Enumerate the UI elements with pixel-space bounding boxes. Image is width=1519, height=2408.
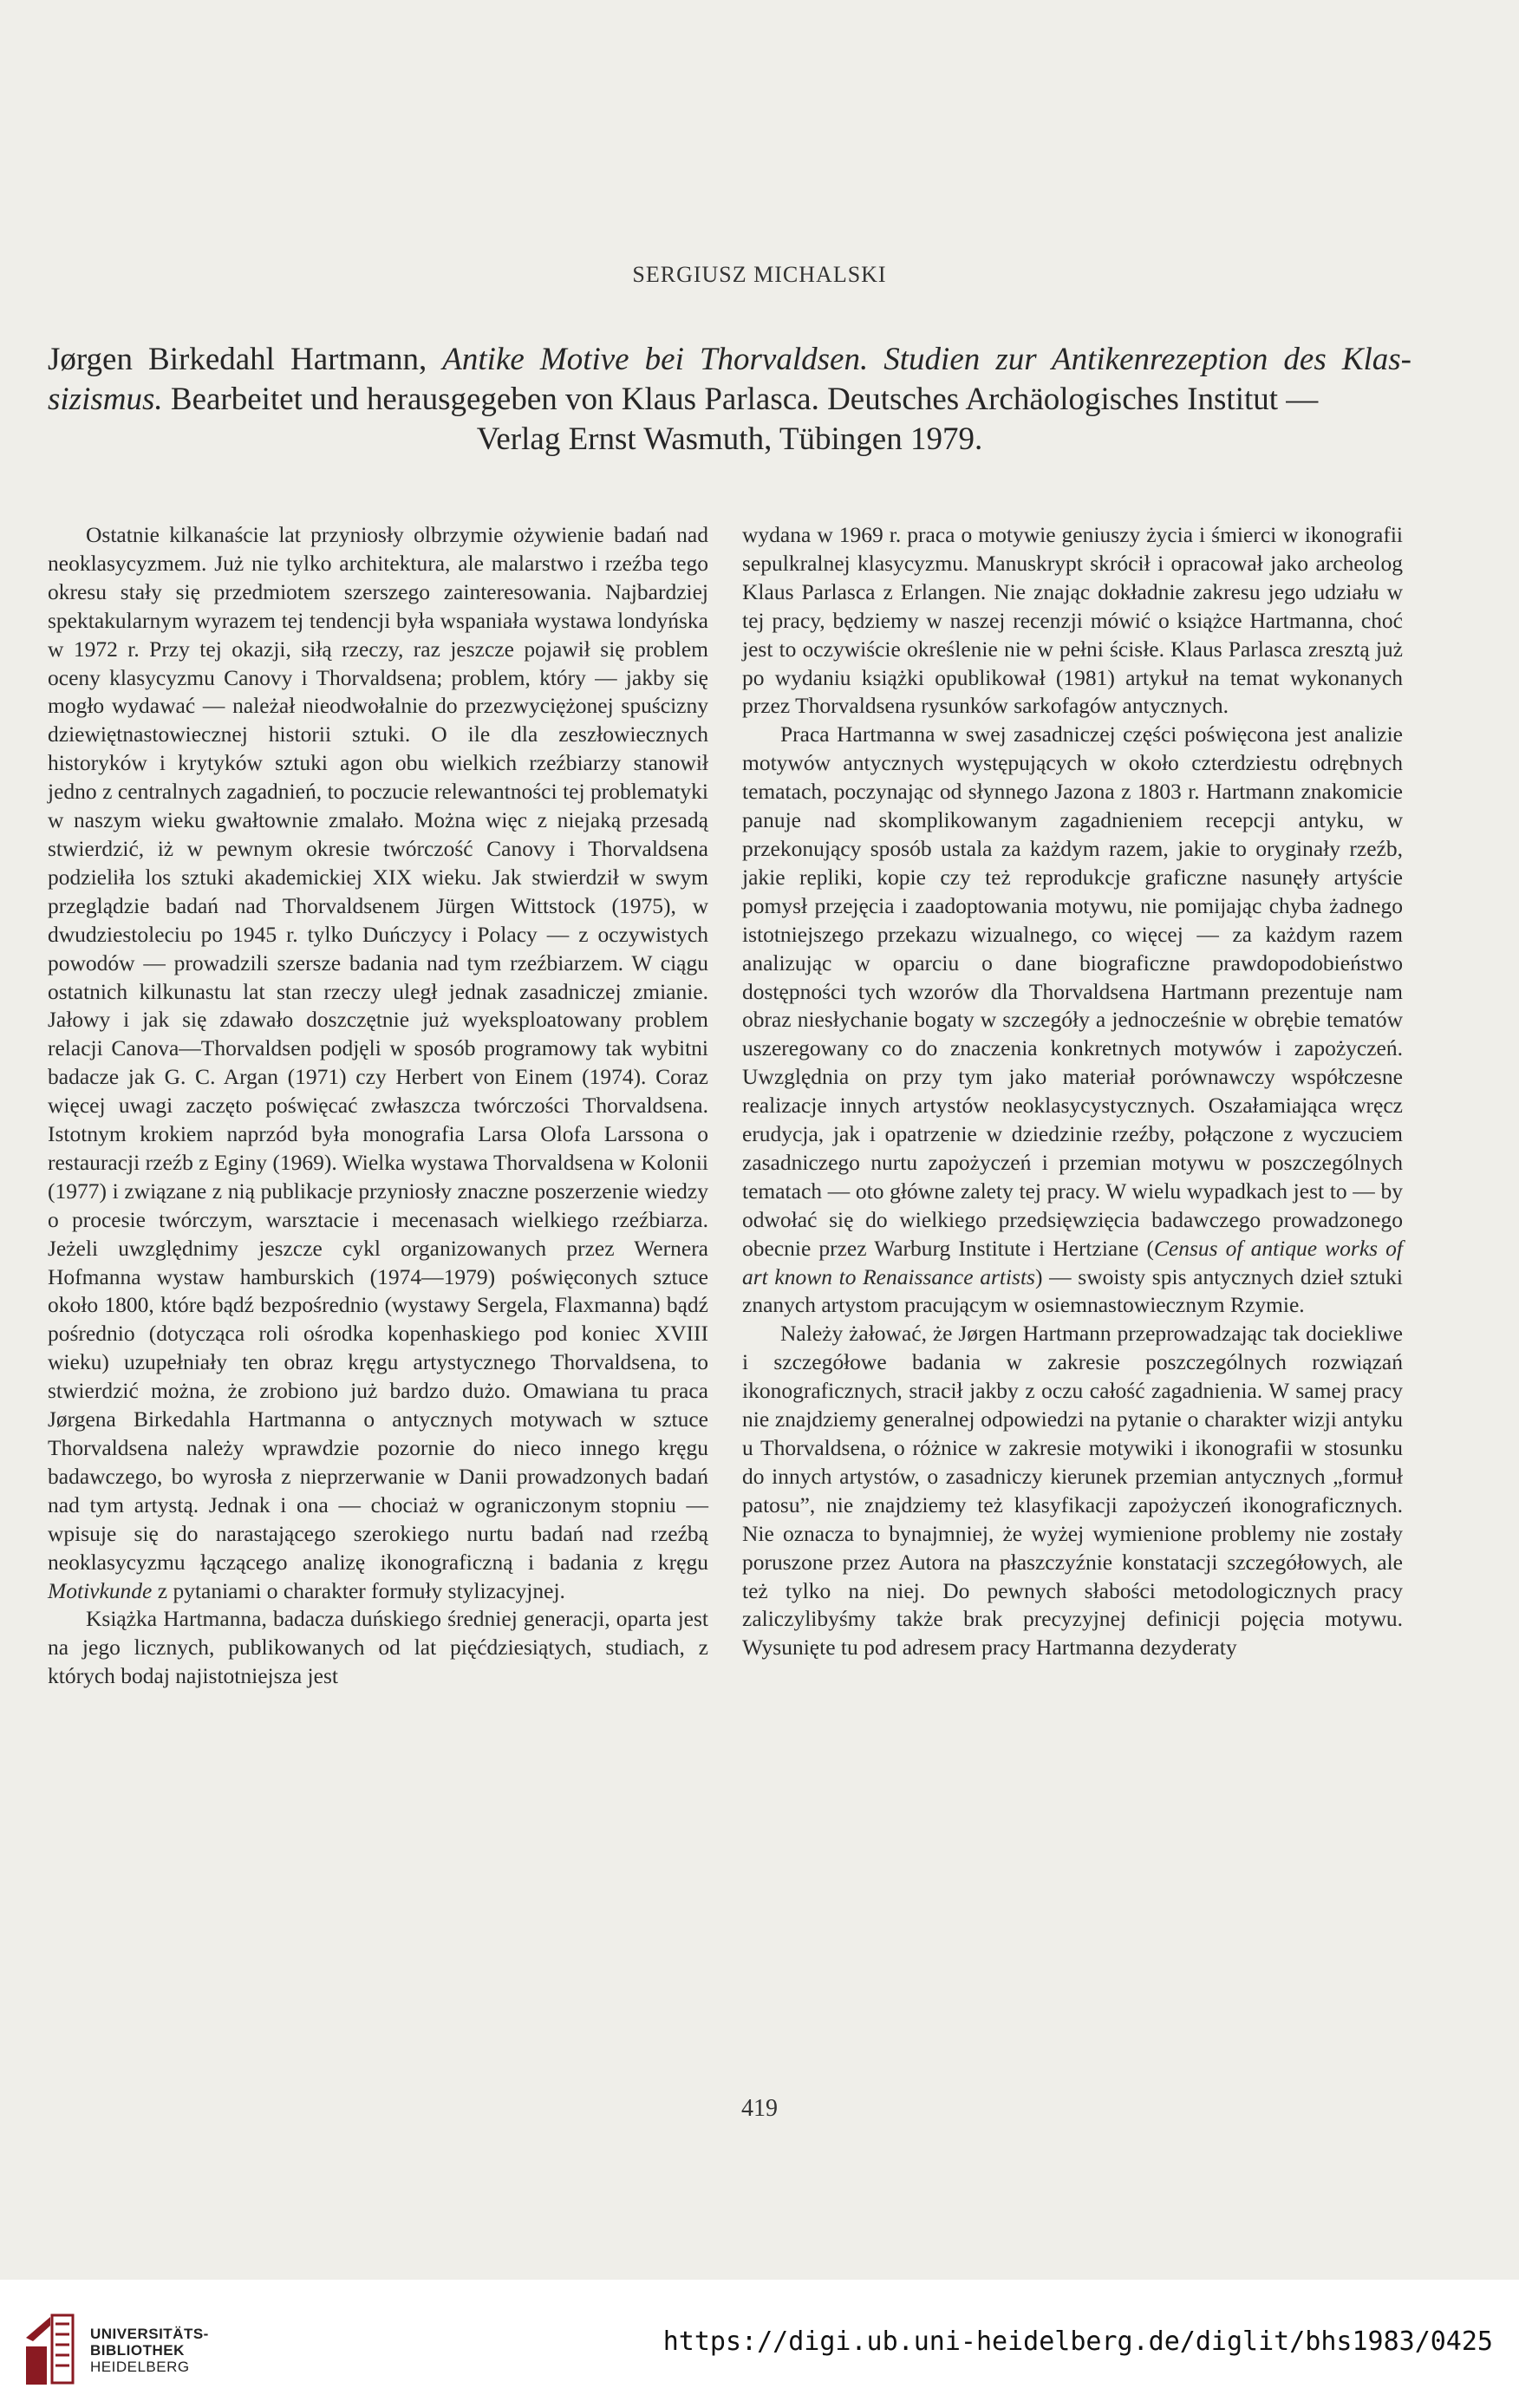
italic-title: Census of antique works of art known to Renaissance artists — [742, 1235, 1403, 1289]
paragraph: Należy żałować, że Jørgen Hartmann przeprowadzając tak dociekliwe i szczegółowe badania w zakresie poszczególnych rozwiązań ikonograficznych, stracił jakby z oczu całość zagadnienia. W samej pracy nie znajdziemy generalnej odpowiedzi na pytanie o charakter wizji antyku u Thorvaldsena, o różnice w zakresie motywiki i ikonografii w stosunku do innych artystów, o zasadniczy kierunek przemian antycznych „formuł patosu”, nie znajdziemy też klasyfikacji zapożyczeń ikonograficznych. Nie oznacza to bynajmniej, że wyżej wymienione problemy nie zostały poruszone przez Autora na płaszczyźnie konstatacji szczegółowych, ale też tylko na niej. Do pewnych słabości metodologicznych pracy zaliczylibyśmy także brak precyzyjnej definicji pojęcia motywu. Wysunięte tu pod adresem pracy Hartmanna dezyderaty — [742, 1321, 1403, 1661]
paragraph-text: Ostatnie kilkanaście lat przyniosły olbrzymie ożywienie badań nad neoklasycyzmem. Już nie tylko architektura, ale malarstwo i rzeźba tego okresu stały się przedmiotem szerszego zainteresowania. Najbardziej spektakularnym wyrazem tej tendencji była wspaniała wystawa londyńska w 1972 r. Przy tej okazji, siłą rzeczy, raz jeszcze pojawił się problem oceny klasycyzmu Canovy i Thorvaldsena; problem, który — jakby się mogło wydawać — należał nieodwołalnie do przezwyciężonej spuścizny dziewiętnastowiecznej historii sztuki. O ile dla zeszłowiecznych historyków i krytyków sztuki agon obu wielkich rzeźbiarzy stanowił jedno z centralnych zagadnień, to poczucie relewantności tej problematyki w naszym wieku gwałtownie zmalało. Można więc z niejaką przesadą stwierdzić, iż w pewnym okresie twórczość Canovy i Thorvaldsena podzieliła los sztuki akademickiej XIX wieku. Jak stwierdził w swym przeglądzie badań nad Thorvaldsenem Jürgen Wittstock (1975), w dwudziestoleciu po 1945 r. tylko Duńczycy i Polacy — z oczywistych powodów — prowadzili szersze badania nad tym rzeźbiarzem. W ciągu ostatnich kilkunastu lat stan rzeczy uległ jednak zasadniczej zmianie. Jałowy i jak się zdawało doszczętnie już wyeksploatowany problem relacji Canova—Thorvaldsen podjęli w sposób programowy tak wybitni badacze jak G. C. Argan (1971) czy Herbert von Einem (1974). Coraz więcej uwagi zaczęto poświęcać zwłaszcza twórczości Thorvaldsena. Istotnym krokiem naprzód była monografia Larsa Olofa Larssona o restauracji rzeźb z Eginy (1969). Wielka wystawa Thorvaldsena w Kolonii (1977) i związane z nią publikacje przyniosły znaczne poszerzenie wiedzy o procesie twórczym, warsztacie i mecenasach wielkiego rzeźbiarza. Jeżeli uwzględnimy jeszcze cykl organizowanych przez Wernera Hofmanna wystaw hamburskich (1974—1979) poświęconych sztuce około 1800, które bądź bezpośrednio (wystawy Sergela, Flaxmanna) bądź pośrednio (dotycząca roli ośrodka kopenhaskiego pod koniec XVIII wieku) uzupełniały ten obraz kręgu artystycznego Thorvaldsena, to stwierdzić można, że zrobiono już bardzo dużo. Omawiana tu praca Jørgena Birkedahla Hartmanna o antycznych motywach w sztuce Thorvaldsena należy wprawdzie pozornie do nieco innego kręgu badawczego, bo wyrosła z nieprzerwanie w Danii prowadzonych badań nad tym artystą. Jednak i ona — chociaż w ograniczonym stopniu — wpisuje się do narastającego szerokiego nurtu badań nad rzeźbą neoklasycyzmu łączącego analizę ikonograficzną i badania z kręgu — [48, 522, 708, 1575]
library-name — [90, 2326, 209, 2375]
italic-term: Motivkunde — [48, 1577, 153, 1603]
library-name-line: HEIDELBERG — [90, 2359, 190, 2375]
book-publisher-line: Verlag Ernst Wasmuth, Tübingen 1979. — [476, 421, 983, 457]
paragraph-text: ) — swoisty spis antycznych dzieł sztuki znanych artystom pracującym w osiemnastowiecznym Rzymie. — [742, 1263, 1403, 1318]
running-header: SERGIUSZ MICHALSKI — [632, 262, 887, 287]
paragraph-text: Praca Hartmanna w swej zasadniczej części poświęcona jest analizie motywów antycznych występujących w około czterdziestu odrębnych tematach, poczynając od słynnego Jazona z 1803 r. Hartmann znakomicie panuje nad skomplikowanym zagadnieniem recepcji antyku, w przekonujący sposób ustala za każdym razem, jakie to oryginały rzeźb, jakie repliki, kopie czy też reprodukcje graficzne nasunęły artyście pomysł przejęcia i zaadoptowania motywu, nie pomijając chyba żadnego istotniejszego przekazu wizualnego, co więcej — za każdym razem analizując w oparciu o dane biograficzne prawdopodobieństwo dostępności tych wzorów dla Thorvaldsena Hartmann prezentuje nam obraz niesłychanie bogaty w szczegóły a jednocześnie w obrębie tematów uszeregowany co do znaczenia konkretnych motywów i zapożyczeń. Uwzględnia on przy tym jako materiał porównawczy współczesne realizacje innych artystów neoklasycystycznych. Oszałamiająca wręcz erudycja, jak i opatrzenie w dziedzinie rzeźby, połączone z wyczuciem zasadniczego nurtu zapożyczeń i przemian motywu w poszczególnych tematach — oto główne zalety tej pracy. W wielu wypadkach jest to — by odwołać się do wielkiego przedsięwzięcia badawczego prowadzonego obecnie przez Warburg Institute i Hertziane ( — [742, 721, 1403, 1261]
reviewed-book-reference — [48, 340, 1411, 460]
left-text-column — [48, 521, 708, 1691]
library-logo-icon — [21, 2312, 78, 2388]
paragraph-text: z pytaniami o charakter formuły stylizacyjnej. — [152, 1577, 565, 1603]
book-title-part-2: sizismus. — [48, 382, 163, 417]
book-publisher-info: Bearbeitet und herausgegeben von Klaus Parlasca. Deutsches Archäologisches Institut — — [162, 382, 1319, 417]
library-name-line: BIBLIOTHEK — [90, 2342, 185, 2359]
book-title-part-1: Antike Motive bei Thorvaldsen. Studien zur Antikenrezeption des Klas- — [442, 342, 1411, 377]
paragraph: wydana w 1969 r. praca o motywie geniuszy życia i śmierci w ikonografii sepulkralnej klasycyzmu. Manuskrypt skrócił i opracował jako archeolog Klaus Parlasca z Erlangen. Nie znając dokładnie zakresu jego udziału w tej pracy, będziemy w naszej recenzji mówić o książce Hartmanna, choć jest to oczywiście określenie nie w pełni ścisłe. Klaus Parlasca zresztą już po wydaniu książki opublikował (1981) artykuł na temat wykonanych przez Thorvaldsena rysunków sarkofagów antycznych. — [742, 522, 1403, 719]
paragraph: Książka Hartmanna, badacza duńskiego średniej generacji, oparta jest na jego licznych, publikowanych od lat pięćdziesiątych, studiach, z których bodaj najistotniejsza jest — [48, 1606, 708, 1689]
page-number: 419 — [741, 2095, 778, 2122]
library-name-line: UNIVERSITÄTS- — [90, 2326, 209, 2342]
right-text-column — [742, 521, 1403, 1662]
paragraph — [48, 521, 708, 1605]
source-url-link[interactable]: https://digi.ub.uni-heidelberg.de/diglit/bhs1983/0425 — [662, 2326, 1493, 2357]
paragraph — [742, 721, 1403, 1320]
book-author: Jørgen Birkedahl Hartmann, — [48, 342, 443, 377]
